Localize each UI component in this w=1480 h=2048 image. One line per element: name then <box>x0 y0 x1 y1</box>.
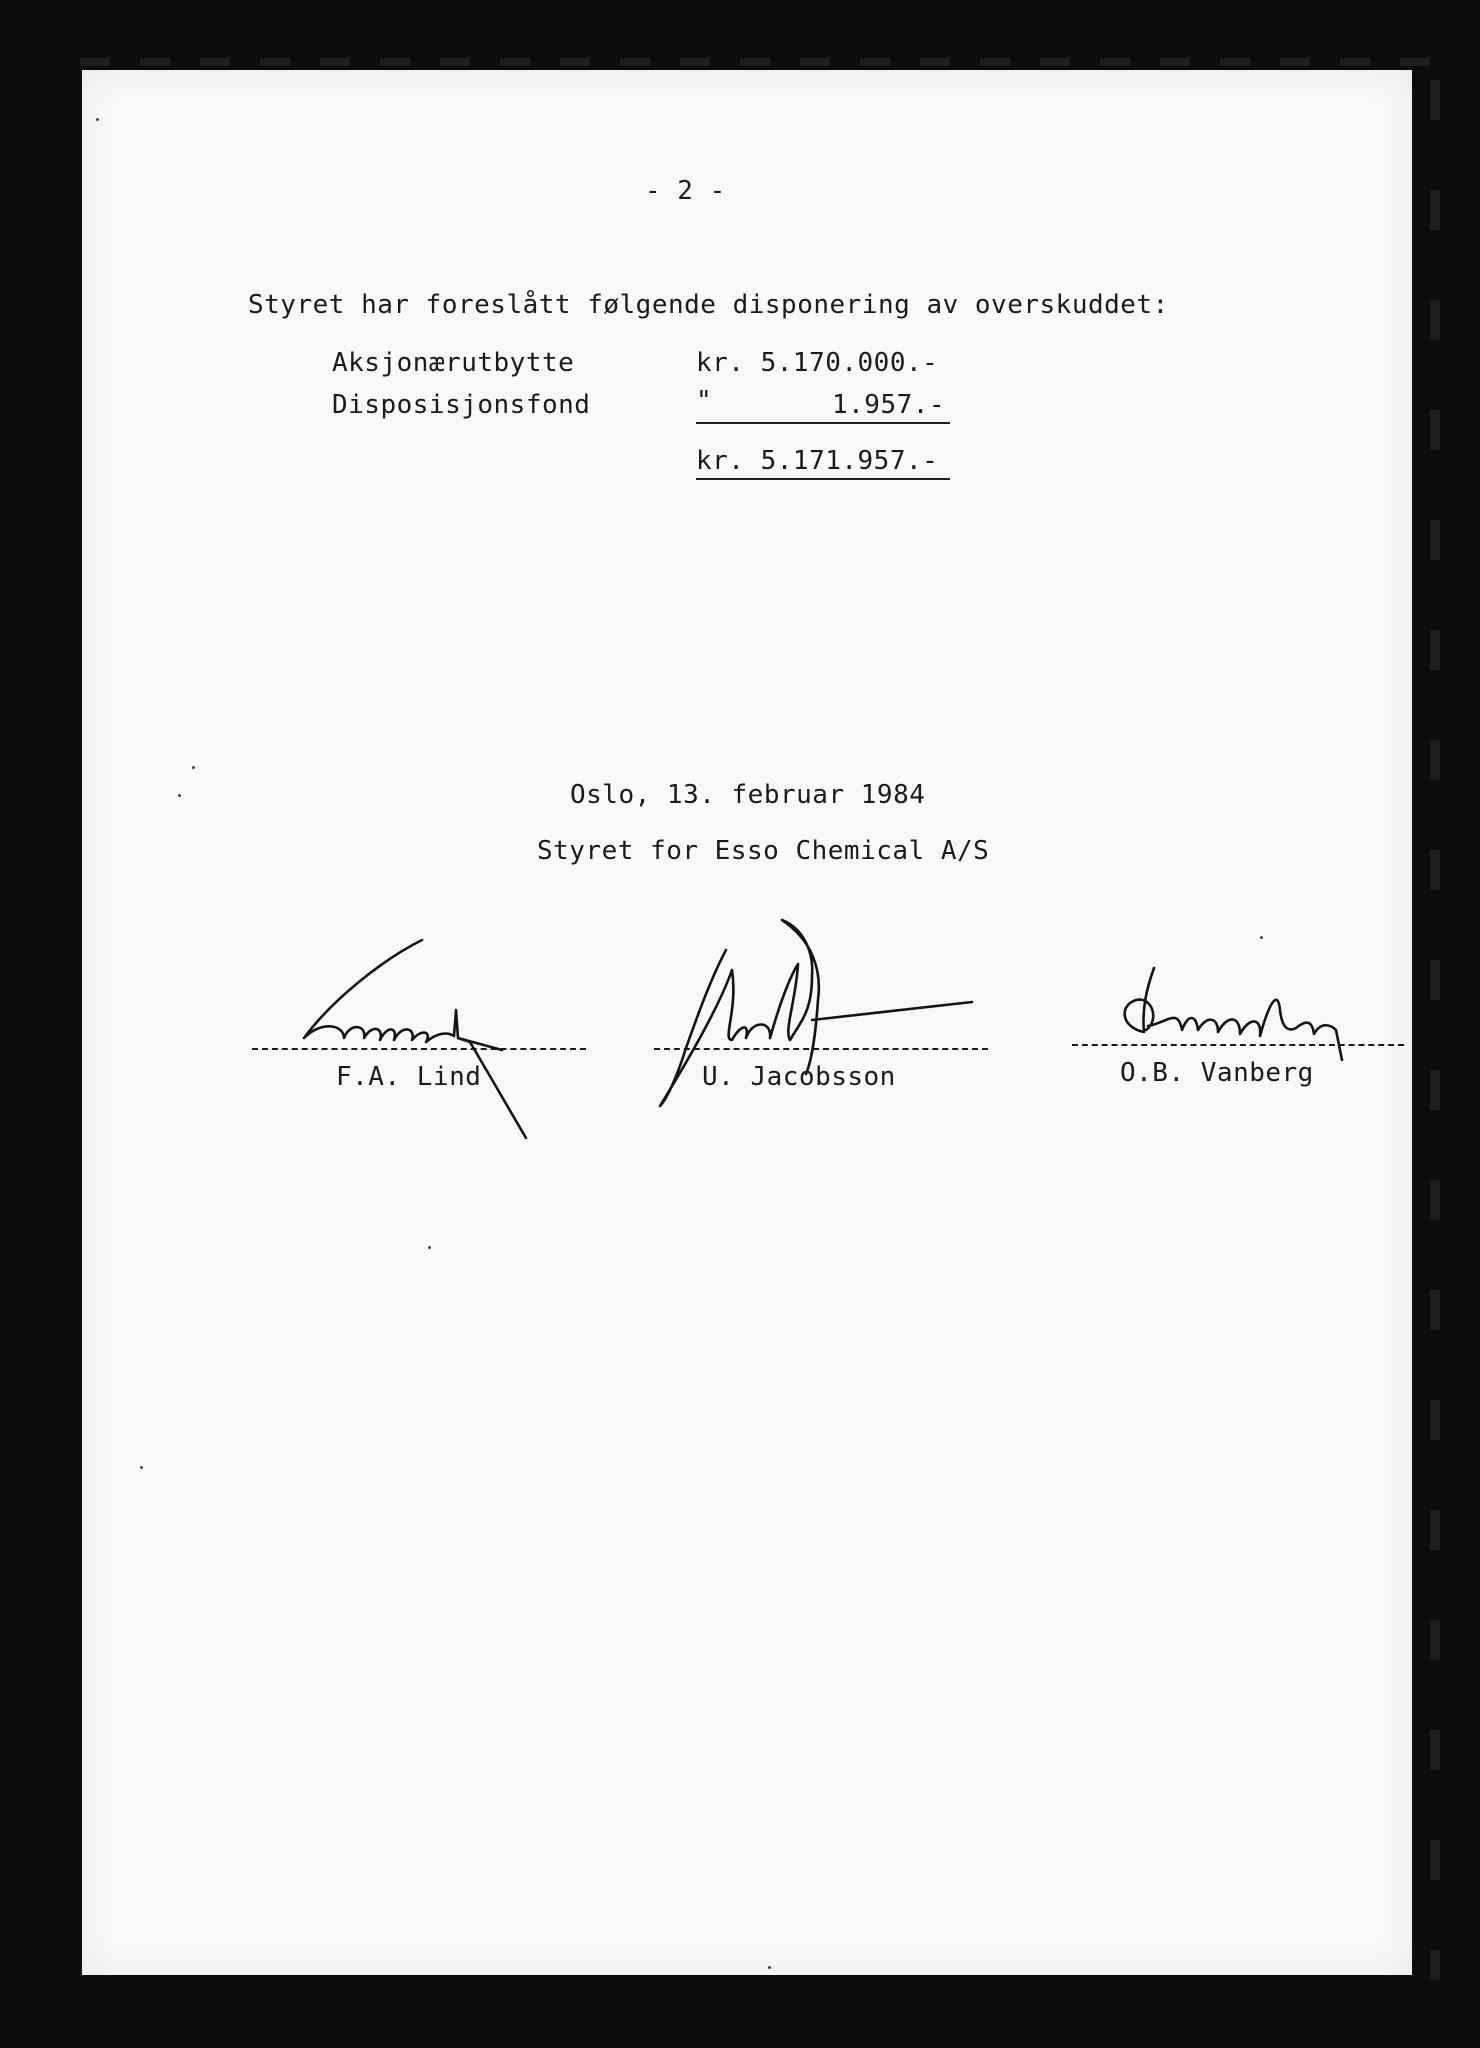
signer-name-3: O.B. Vanberg <box>1120 1058 1314 1088</box>
ditto-mark: " <box>696 386 713 416</box>
signer-name-2: U. Jacobsson <box>702 1062 896 1092</box>
scan-speck <box>140 1466 143 1469</box>
scan-speck <box>768 1966 771 1969</box>
signature-lind <box>304 940 526 1138</box>
document-sheet <box>82 70 1412 1975</box>
signature-vanberg <box>1125 968 1342 1060</box>
total-underline <box>696 478 950 480</box>
signature-line-3 <box>1072 1044 1404 1046</box>
signature-line-1 <box>252 1048 586 1050</box>
allocation-label-dividend: Aksjonærutbytte <box>332 348 575 378</box>
allocation-label-fund: Disposisjonsfond <box>332 390 591 420</box>
binder-edge-right <box>1430 80 1440 1980</box>
scan-speck <box>192 766 195 769</box>
binder-edge-top <box>80 58 1440 66</box>
signature-line-2 <box>654 1048 988 1050</box>
sum-underline <box>696 422 950 424</box>
allocation-total: kr. 5.171.957.- <box>696 446 939 476</box>
allocation-amount-fund: 1.957.- <box>832 390 946 420</box>
scan-speck <box>178 794 181 797</box>
intro-sentence: Styret har foreslått følgende disponering av overskuddet: <box>248 290 1169 320</box>
board-name: Styret for Esso Chemical A/S <box>537 836 990 866</box>
page-number: - 2 - <box>645 176 726 206</box>
scan-speck <box>428 1246 431 1249</box>
scan-speck <box>1260 936 1263 939</box>
signer-name-1: F.A. Lind <box>336 1062 482 1092</box>
scan-speck <box>96 118 99 121</box>
allocation-amount-dividend: kr. 5.170.000.- <box>696 348 939 378</box>
place-and-date: Oslo, 13. februar 1984 <box>570 780 926 810</box>
